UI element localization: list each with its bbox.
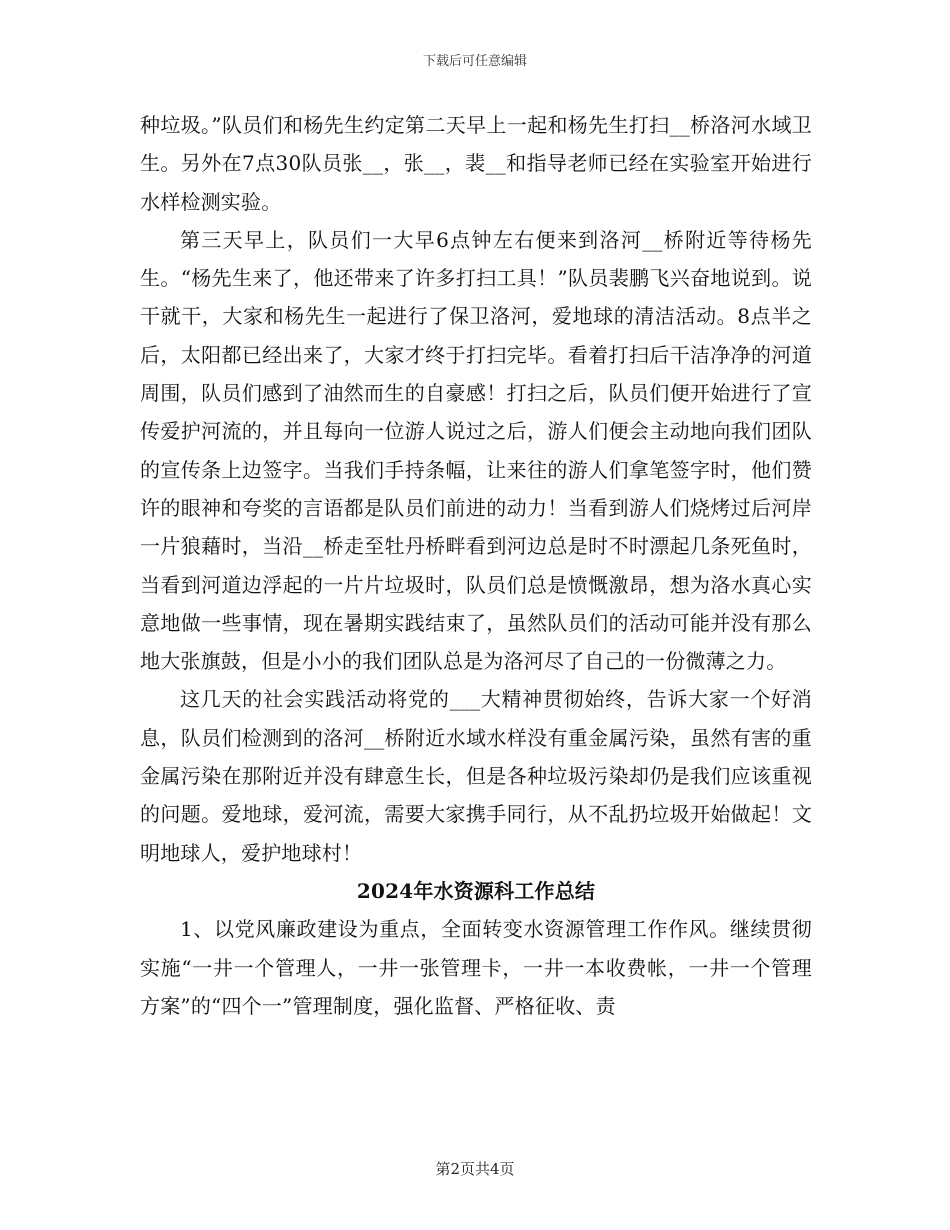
paragraph-day-three: 第三天早上，队员们一大早6点钟左右便来到洛河__桥附近等待杨先生。“杨先生来了，他还带来了许多打扫工具！”队员裴鹏飞兴奋地说到。说干就干，大家和杨先生一起进行了保卫洛河，爱地球的清洁活动。8点半之后，太阳都已经出来了，大家才终于打扫完毕。看着打扫后干洁净净的河道周围，队员们感到了油然而生的自豪感！打扫之后，队员们便开始进行了宣传爱护河流的，并且每向一位游人说过之后，游人们便会主动地向我们团队的宣传条上边签字。当我们手持条幅，让来往的游人们拿笔签字时，他们赞许的眼神和夸奖的言语都是队员们前进的动力！当看到游人们烧烤过后河岸一片狼藉时，当沿__桥走至牡丹桥畔看到河边总是时不时漂起几条死鱼时，当看到河道边浮起的一片片垃圾时，队员们总是愤慨激昂，想为洛水真心实意地做一些事情，现在暑期实践结束了，虽然队员们的活动可能并没有那么地大张旗鼓，但是小小的我们团队总是为洛河尽了自己的一份微薄之力。: [140, 227, 812, 674]
section-paragraph: 1、以党风廉政建设为重点，全面转变水资源管理工作作风。继续贯彻实施“一井一个管理人，一井一张管理卡，一井一本收费帐，一井一个管理方案”的“四个一”管理制度，强化监督、严格征收、责: [140, 917, 812, 1018]
section-title: 2024年水资源科工作总结: [356, 878, 596, 903]
page-number: 第2页共4页: [435, 1160, 515, 1178]
paragraph-summary: 这几天的社会实践活动将党的___大精神贯彻始终，告诉大家一个好消息，队员们检测到的洛河__桥附近水域水样没有重金属污染，虽然有害的重金属污染在那附近并没有肆意生长，但是各种垃圾污染却仍是我们应该重视的问题。爱地球，爱河流，需要大家携手同行，从不乱扔垃圾开始做起！文明地球人，爱护地球村！: [140, 687, 812, 865]
document-body: [140, 106, 812, 1025]
paragraph-continuation: 种垃圾。”队员们和杨先生约定第二天早上一起和杨先生打扫__桥洛河水域卫生。另外在7点30队员张__，张__，裴__和指导老师已经在实验室开始进行水样检测实验。: [140, 113, 812, 214]
page-header-note: 下载后可任意编辑: [422, 54, 527, 69]
